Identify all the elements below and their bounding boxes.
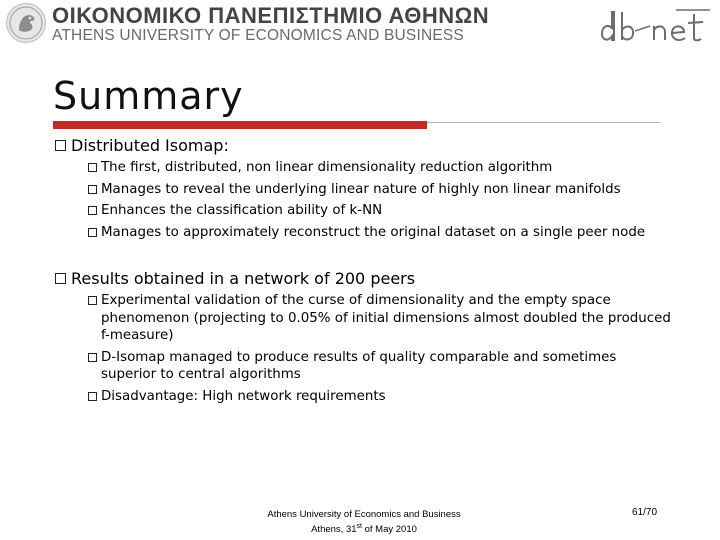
square-bullet-icon (88, 228, 97, 237)
list-item: Manages to approximately reconstruct the original dataset on a single peer node (88, 224, 675, 242)
square-bullet-icon (88, 296, 97, 305)
university-name-english: ATHENS UNIVERSITY OF ECONOMICS AND BUSINESS (52, 27, 464, 44)
list-item: Disadvantage: High network requirements (88, 388, 675, 406)
list-item: The first, distributed, non linear dimensionality reduction algorithm (88, 159, 675, 177)
list-item: Manages to reveal the underlying linear nature of highly non linear manifolds (88, 181, 675, 199)
slide-footer (230, 509, 498, 536)
list-item: D-Isomap managed to produce results of quality comparable and sometimes superior to central algorithms (88, 349, 675, 384)
slide-title: Summary (53, 74, 244, 118)
square-bullet-icon (55, 140, 66, 151)
slide-header (0, 0, 720, 50)
list-item: Experimental validation of the curse of dimensionality and the empty space phenomenon (projecting to 0.05% of initial dimensions almost doubled the produced f-measure) (88, 292, 675, 345)
square-bullet-icon (88, 185, 97, 194)
university-name-greek: ΟΙΚΟΝΟΜΙΚΟ ΠΑΝΕΠΙΣΤΗΜΙΟ ΑΘΗΝΩΝ (52, 3, 490, 28)
page-number: 61/70 (632, 507, 658, 518)
square-bullet-icon (55, 273, 66, 284)
footer-date: Athens, 31st of May 2010 (311, 523, 417, 536)
section-heading: Results obtained in a network of 200 peers (55, 269, 675, 288)
university-seal-icon (6, 3, 46, 43)
square-bullet-icon (88, 392, 97, 401)
title-underline-accent (53, 121, 427, 129)
square-bullet-icon (88, 163, 97, 172)
section-heading: Distributed Isomap: (55, 136, 675, 155)
slide-body (55, 136, 675, 405)
square-bullet-icon (88, 206, 97, 215)
footer-university: Athens University of Economics and Business (267, 509, 461, 520)
square-bullet-icon (88, 353, 97, 362)
list-item: Enhances the classification ability of k-NN (88, 202, 675, 220)
title-underline-rule (427, 122, 660, 123)
db-net-logo (598, 4, 716, 48)
